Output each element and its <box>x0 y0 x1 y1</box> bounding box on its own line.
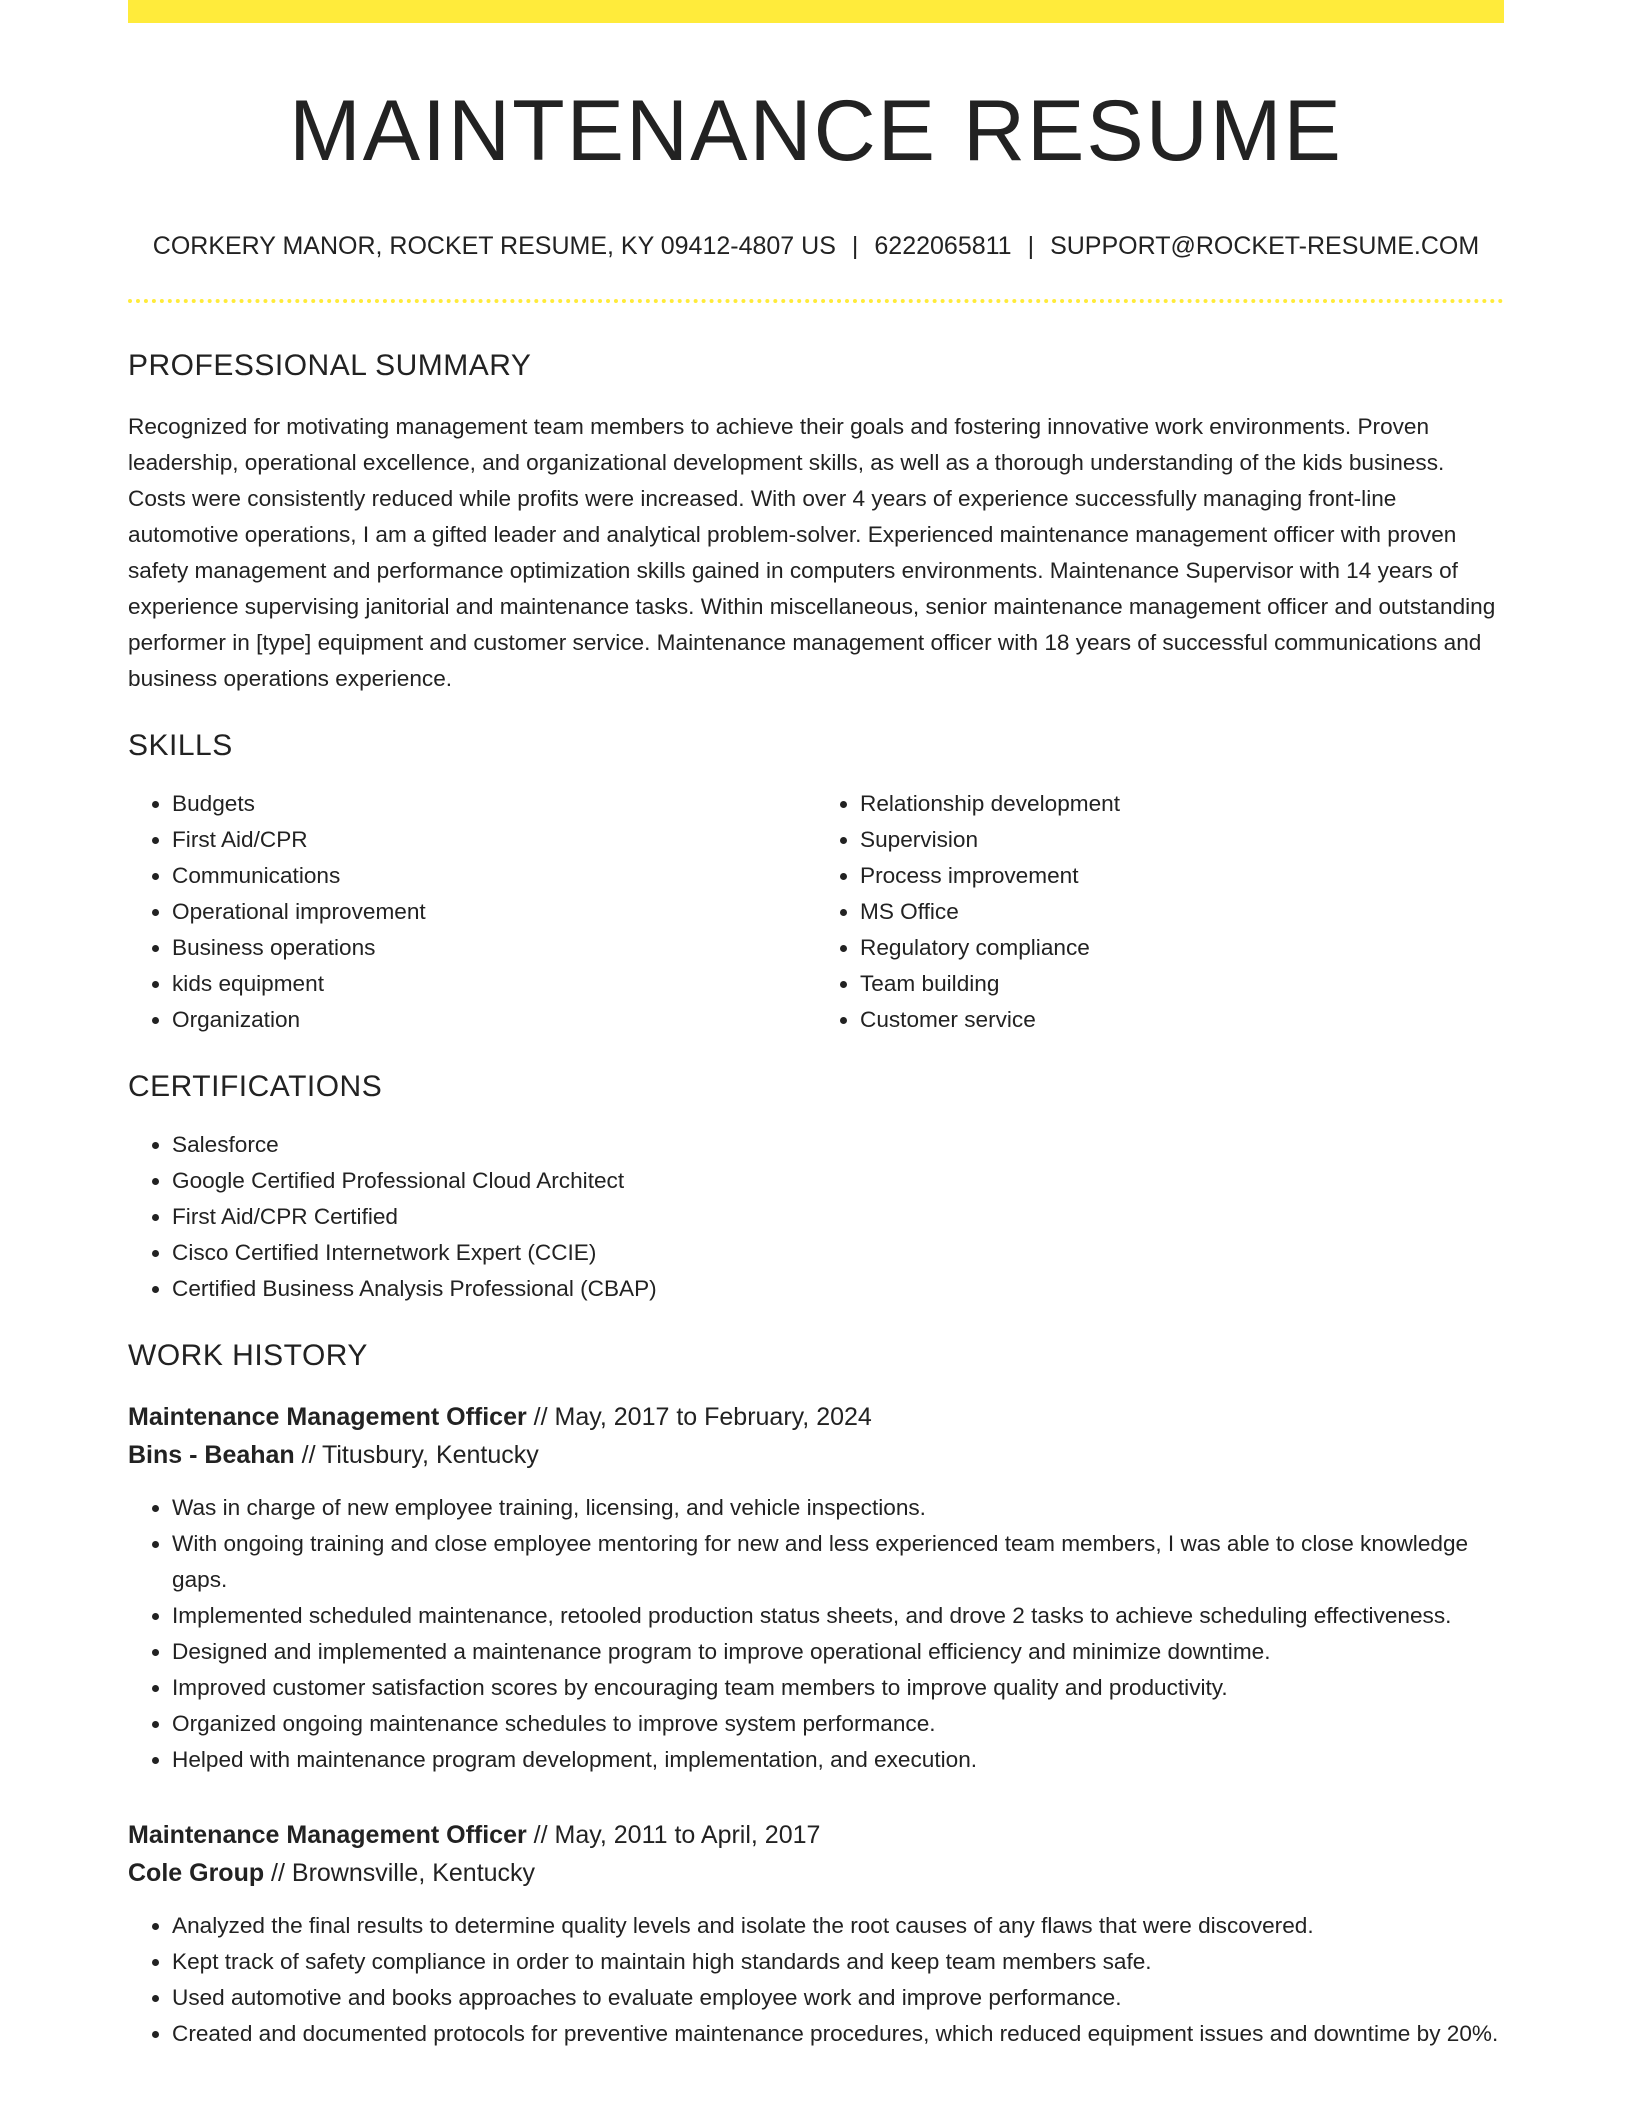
header-divider <box>128 299 1504 303</box>
skill-item: • Customer service <box>860 1002 1504 1038</box>
work-history-heading: WORK HISTORY <box>128 1339 368 1373</box>
job-bullet: • Analyzed the final results to determine quality levels and isolate the root causes of any flaws that were discovered. <box>172 1908 1504 1944</box>
job-location: // Titusbury, Kentucky <box>294 1441 539 1470</box>
certifications-list <box>128 1127 1504 1307</box>
job-role: Maintenance Management Officer <box>128 1821 527 1850</box>
certification-item: • First Aid/CPR Certified <box>172 1199 1504 1235</box>
contact-address: CORKERY MANOR, ROCKET RESUME, KY 09412-4807 US <box>152 232 836 261</box>
skill-item: • MS Office <box>860 894 1504 930</box>
job-bullet: • Designed and implemented a maintenance program to improve operational efficiency and minimize downtime. <box>172 1634 1504 1670</box>
job-bullet: • With ongoing training and close employee mentoring for new and less experienced team members, I was able to close knowledge gaps. <box>172 1526 1504 1598</box>
job-title-line <box>128 1398 1504 1436</box>
job-bullet: • Was in charge of new employee training, licensing, and vehicle inspections. <box>172 1490 1504 1526</box>
job-bullet: • Organized ongoing maintenance schedules to improve system performance. <box>172 1706 1504 1742</box>
resume-page <box>128 0 1504 2052</box>
job-bullet: • Implemented scheduled maintenance, retooled production status sheets, and drove 2 tasks to achieve scheduling effectiveness. <box>172 1598 1504 1634</box>
contact-separator: | <box>851 232 859 261</box>
job-entry <box>128 1398 1504 1778</box>
skill-item: • Budgets <box>172 786 816 822</box>
job-dates: // May, 2017 to February, 2024 <box>526 1403 872 1432</box>
job-bullet: • Kept track of safety compliance in order to maintain high standards and keep team members safe. <box>172 1944 1504 1980</box>
job-bullet: • Created and documented protocols for preventive maintenance procedures, which reduced equipment issues and downtime by 20%. <box>172 2016 1504 2052</box>
job-bullet: • Improved customer satisfaction scores by encouraging team members to improve quality and productivity. <box>172 1670 1504 1706</box>
skill-item: • Supervision <box>860 822 1504 858</box>
job-company: Cole Group <box>128 1859 265 1888</box>
skills-list-right <box>816 786 1504 1038</box>
top-accent-bar <box>128 0 1504 23</box>
job-entry <box>128 1816 1504 2052</box>
skill-item: • Organization <box>172 1002 816 1038</box>
contact-phone: 6222065811 <box>874 232 1012 261</box>
contact-separator: | <box>1027 232 1035 261</box>
certification-item: • Certified Business Analysis Professional (CBAP) <box>172 1271 1504 1307</box>
job-bullets <box>128 1908 1504 2052</box>
skill-item: • Relationship development <box>860 786 1504 822</box>
job-dates: // May, 2011 to April, 2017 <box>526 1821 821 1850</box>
skills-list-left <box>128 786 816 1038</box>
skill-item: • Regulatory compliance <box>860 930 1504 966</box>
skill-item: • kids equipment <box>172 966 816 1002</box>
skills-columns <box>128 786 1504 1038</box>
job-title-line <box>128 1816 1504 1854</box>
summary-heading: PROFESSIONAL SUMMARY <box>128 349 532 383</box>
skill-item: • Business operations <box>172 930 816 966</box>
job-bullets <box>128 1490 1504 1778</box>
skill-item: • Operational improvement <box>172 894 816 930</box>
job-company-line <box>128 1436 1504 1474</box>
certifications-heading: CERTIFICATIONS <box>128 1070 383 1104</box>
job-company-line <box>128 1854 1504 1892</box>
job-role: Maintenance Management Officer <box>128 1403 527 1432</box>
certification-item: • Google Certified Professional Cloud Architect <box>172 1163 1504 1199</box>
certification-item: • Cisco Certified Internetwork Expert (CCIE) <box>172 1235 1504 1271</box>
job-location: // Brownsville, Kentucky <box>264 1859 536 1888</box>
certification-item: • Salesforce <box>172 1127 1504 1163</box>
skill-item: • First Aid/CPR <box>172 822 816 858</box>
contact-line <box>128 234 1504 259</box>
skill-item: • Communications <box>172 858 816 894</box>
contact-email: SUPPORT@ROCKET-RESUME.COM <box>1050 232 1480 261</box>
resume-title: MAINTENANCE RESUME <box>289 83 1343 179</box>
job-bullet: • Helped with maintenance program development, implementation, and execution. <box>172 1742 1504 1778</box>
skill-item: • Process improvement <box>860 858 1504 894</box>
summary-text: Recognized for motivating management team members to achieve their goals and fostering innovative work environments. Proven leadership, operational excellence, and organizational development skills, as well as a thorough understanding of the kids business. Costs were consistently reduced while profits were increased. With over 4 years of experience successfully managing front-line automotive operations, I am a gifted leader and analytical problem-solver. Experienced maintenance management officer with proven safety management and performance optimization skills gained in computers environments. Maintenance Supervisor with 14 years of experience supervising janitorial and maintenance tasks. Within miscellaneous, senior maintenance management officer and outstanding performer in [type] equipment and customer service. Maintenance management officer with 18 years of successful communications and business operations experience. <box>128 414 1496 692</box>
skills-heading: SKILLS <box>128 729 233 763</box>
job-company: Bins - Beahan <box>128 1441 295 1470</box>
job-bullet: • Used automotive and books approaches to evaluate employee work and improve performance. <box>172 1980 1504 2016</box>
skill-item: • Team building <box>860 966 1504 1002</box>
